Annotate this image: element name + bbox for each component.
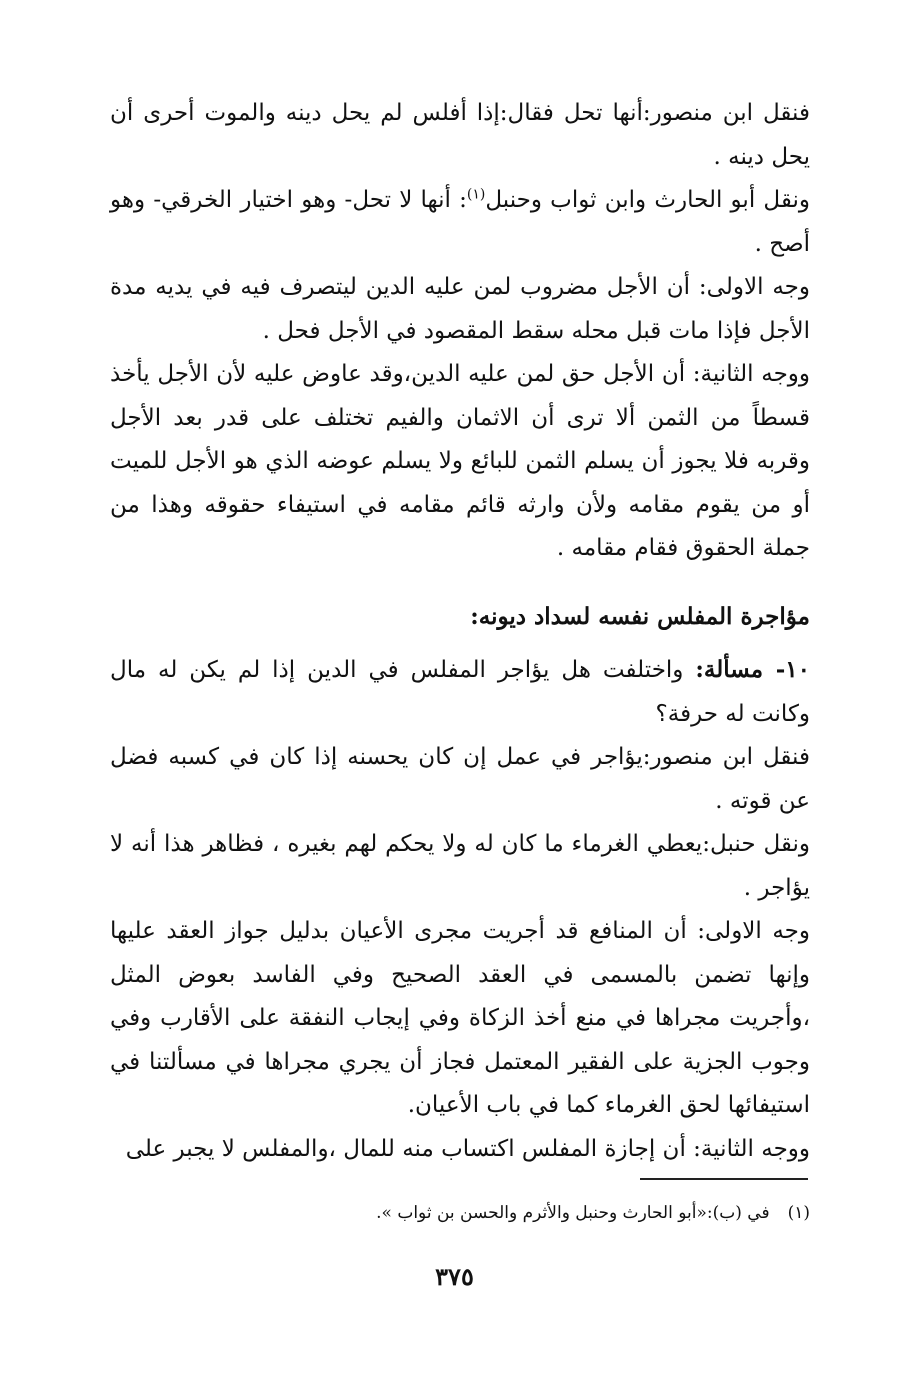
paragraph-1: فنقل ابن منصور:أنها تحل فقال:إذا أفلس لم يحل دينه والموت أحرى أن يحل دينه . xyxy=(110,100,810,170)
footnote-reference: (١) xyxy=(466,186,486,203)
section-heading: مؤاجرة المفلس نفسه لسداد ديونه: xyxy=(470,602,810,630)
paragraph-2-start: ونقل أبو الحارث وابن ثواب وحنبل xyxy=(485,187,810,213)
paragraph-9: ووجه الثانية: أن إجازة المفلس اكتساب منه للمال ،والمفلس لا يجبر على xyxy=(125,1135,810,1162)
main-text xyxy=(110,92,810,1171)
paragraph-3: وجه الاولى: أن الأجل مضروب لمن عليه الدين ليتصرف فيه في يديه مدة الأجل فإذا مات قبل محله سقط المقصود في الأجل فحل . xyxy=(110,274,810,344)
footnote-divider xyxy=(640,1178,808,1180)
issue-number-label: ١٠- مسألة: xyxy=(695,656,810,683)
paragraph-4: ووجه الثانية: أن الأجل حق لمن عليه الدين،وقد عاوض عليه لأن الأجل يأخذ قسطاً من الثمن ألا ترى أن الاثمان والفيم تختلف على قدر بعد الأجل وقربه فلا يجوز أن يسلم الثمن للبائع ولا يسلم عوضه الذي هو الأجل للميت أو من يقوم مقامه ولأن وارثه قائم مقامه في استيفاء حقوقه وهذا من جملة الحقوق فقام مقامه . xyxy=(110,361,810,561)
footnote-marker: (١) xyxy=(787,1203,810,1223)
paragraph-5-text: واختلفت هل يؤاجر المفلس في الدين إذا لم يكن له مال وكانت له حرفة؟ xyxy=(110,657,810,727)
footnote-text: في (ب):«أبو الحارث وحنبل والأثرم والحسن بن ثواب ». xyxy=(376,1203,770,1223)
paragraph-2-end: : أنها لا تحل- وهو اختيار الخرقي- وهو أصح . xyxy=(110,187,810,257)
footnote xyxy=(110,1198,810,1228)
paragraph-5 xyxy=(110,648,810,736)
paragraph-6: فنقل ابن منصور:يؤاجر في عمل إن كان يحسنه إذا كان في كسبه فضل عن قوته . xyxy=(110,744,810,814)
page-number: ٣٧٥ xyxy=(435,1262,474,1291)
paragraph-8: وجه الاولى: أن المنافع قد أجريت مجرى الأعيان بدليل جواز العقد عليها وإنها تضمن بالمسمى في العقد الصحيح وفي الفاسد بعوض المثل ،وأجريت مجراها في منع أخذ الزكاة وفي إيجاب النفقة على الأقارب وفي وجوب الجزية على الفقير المعتمل فجاز أن يجري مجراها في مسألتنا في استيفائها لحق الغرماء كما في باب الأعيان. xyxy=(110,918,810,1118)
paragraph-7: ونقل حنبل:يعطي الغرماء ما كان له ولا يحكم لهم بغيره ، فظاهر هذا أنه لا يؤاجر . xyxy=(110,831,810,901)
paragraph-2 xyxy=(110,179,810,266)
